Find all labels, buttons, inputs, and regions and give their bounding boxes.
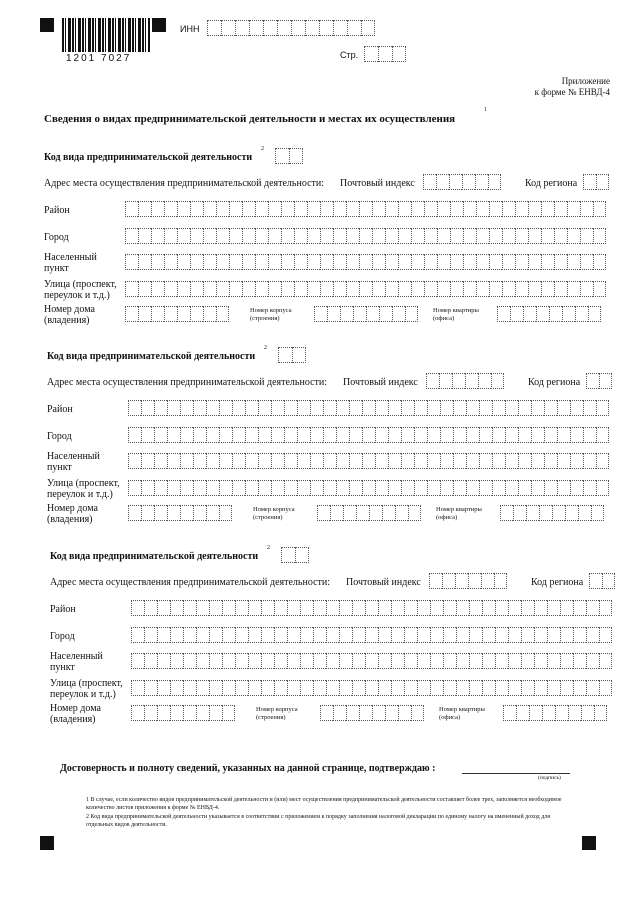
building-number-field[interactable] [314, 306, 418, 322]
appendix-note [535, 76, 610, 98]
apartment-number-field[interactable] [503, 705, 607, 721]
signature-label: (подпись) [538, 775, 561, 781]
activity-code-field[interactable] [278, 347, 306, 363]
region-code-field[interactable] [589, 573, 615, 589]
city-label: Город [47, 431, 72, 442]
city-label: Город [44, 232, 69, 243]
building-number-field[interactable] [320, 705, 424, 721]
apartment-number-label: Номер квартиры (офиса) [439, 706, 485, 721]
house-number-label: Номер дома (владения) [47, 503, 98, 525]
activity-code-label: Код вида предпринимательской деятельности [44, 152, 253, 163]
settlement-field[interactable] [125, 254, 606, 270]
street-label: Улица (проспект, переулок и т.д.) [50, 678, 123, 700]
building-number-label: Номер корпуса (строения) [250, 307, 292, 322]
appendix-line1: Приложение [561, 76, 610, 86]
house-number-label: Номер дома (владения) [44, 304, 95, 326]
activity-code-field[interactable] [281, 547, 309, 563]
region-code-label: Код региона [531, 577, 584, 588]
corner-marker-bottom-right [582, 836, 596, 850]
signature-line[interactable] [462, 773, 570, 774]
settlement-label: Населенный пункт [50, 651, 103, 673]
footnote-2: 2 Код вида предпринимательской деятельности указывается в соответствии с приложением к порядку заполнения налоговой декларации по единому налогу на вмененный доход для отдельных видов деятельности. [86, 814, 551, 828]
building-number-label: Номер корпуса (строения) [253, 506, 295, 521]
address-label: Адрес места осуществления предпринимательской деятельности: [44, 178, 325, 189]
apartment-number-label: Номер квартиры (офиса) [433, 307, 479, 322]
postal-code-field[interactable] [426, 373, 504, 389]
house-number-label: Номер дома (владения) [50, 703, 101, 725]
apartment-number-field[interactable] [497, 306, 601, 322]
activity-code-label: Код вида предпринимательской деятельности [50, 551, 259, 562]
house-number-field[interactable] [125, 306, 229, 322]
activity-code-footnote: 2 [264, 345, 267, 351]
building-number-label: Номер корпуса (строения) [256, 706, 298, 721]
corner-marker-bottom-left [40, 836, 54, 850]
inn-label: ИНН [180, 24, 200, 34]
activity-code-footnote: 2 [267, 545, 270, 551]
activity-code-label: Код вида предпринимательской деятельности [47, 351, 256, 362]
city-field[interactable] [131, 627, 612, 643]
inn-field[interactable] [207, 20, 375, 36]
corner-marker-top-right [152, 18, 166, 32]
district-label: Район [44, 205, 70, 216]
district-field[interactable] [131, 600, 612, 616]
corner-marker-top-left [40, 18, 54, 32]
footnote-1: 1 В случае, если количество видов предпринимательской деятельности и (или) мест осуществления предпринимательской деятельности составляет более трех, заполняется необходимое количество листов приложения к форме № ЕНВД-4. [86, 797, 562, 811]
page-title: Сведения о видах предпринимательской деятельности и местах их осуществления [44, 113, 456, 125]
postal-code-label: Почтовый индекс [343, 377, 418, 388]
region-code-field[interactable] [586, 373, 612, 389]
city-label: Город [50, 631, 75, 642]
street-field[interactable] [131, 680, 612, 696]
activity-code-field[interactable] [275, 148, 303, 164]
settlement-label: Населенный пункт [44, 252, 97, 274]
street-label: Улица (проспект, переулок и т.д.) [47, 478, 120, 500]
settlement-field[interactable] [131, 653, 612, 669]
building-number-field[interactable] [317, 505, 421, 521]
page-title-footnote: 1 [484, 107, 487, 113]
settlement-label: Населенный пункт [47, 451, 100, 473]
street-field[interactable] [125, 281, 606, 297]
street-label: Улица (проспект, переулок и т.д.) [44, 279, 117, 301]
settlement-field[interactable] [128, 453, 609, 469]
district-label: Район [50, 604, 76, 615]
postal-code-field[interactable] [429, 573, 507, 589]
confirmation-text: Достоверность и полноту сведений, указанных на данной странице, подтверждаю : [60, 763, 436, 774]
address-label: Адрес места осуществления предпринимательской деятельности: [47, 377, 328, 388]
activity-code-footnote: 2 [261, 146, 264, 152]
page-label: Стр. [340, 50, 359, 60]
postal-code-label: Почтовый индекс [340, 178, 415, 189]
house-number-field[interactable] [131, 705, 235, 721]
appendix-line2: к форме № ЕНВД-4 [534, 87, 610, 97]
address-label: Адрес места осуществления предпринимательской деятельности: [50, 577, 331, 588]
apartment-number-field[interactable] [500, 505, 604, 521]
barcode [62, 18, 150, 52]
barcode-number: 1201 7027 [66, 53, 132, 64]
district-field[interactable] [128, 400, 609, 416]
apartment-number-label: Номер квартиры (офиса) [436, 506, 482, 521]
region-code-label: Код региона [528, 377, 581, 388]
city-field[interactable] [125, 228, 606, 244]
page-number-field[interactable] [364, 46, 406, 62]
district-field[interactable] [125, 201, 606, 217]
postal-code-field[interactable] [423, 174, 501, 190]
house-number-field[interactable] [128, 505, 232, 521]
district-label: Район [47, 404, 73, 415]
region-code-field[interactable] [583, 174, 609, 190]
street-field[interactable] [128, 480, 609, 496]
postal-code-label: Почтовый индекс [346, 577, 421, 588]
region-code-label: Код региона [525, 178, 578, 189]
city-field[interactable] [128, 427, 609, 443]
